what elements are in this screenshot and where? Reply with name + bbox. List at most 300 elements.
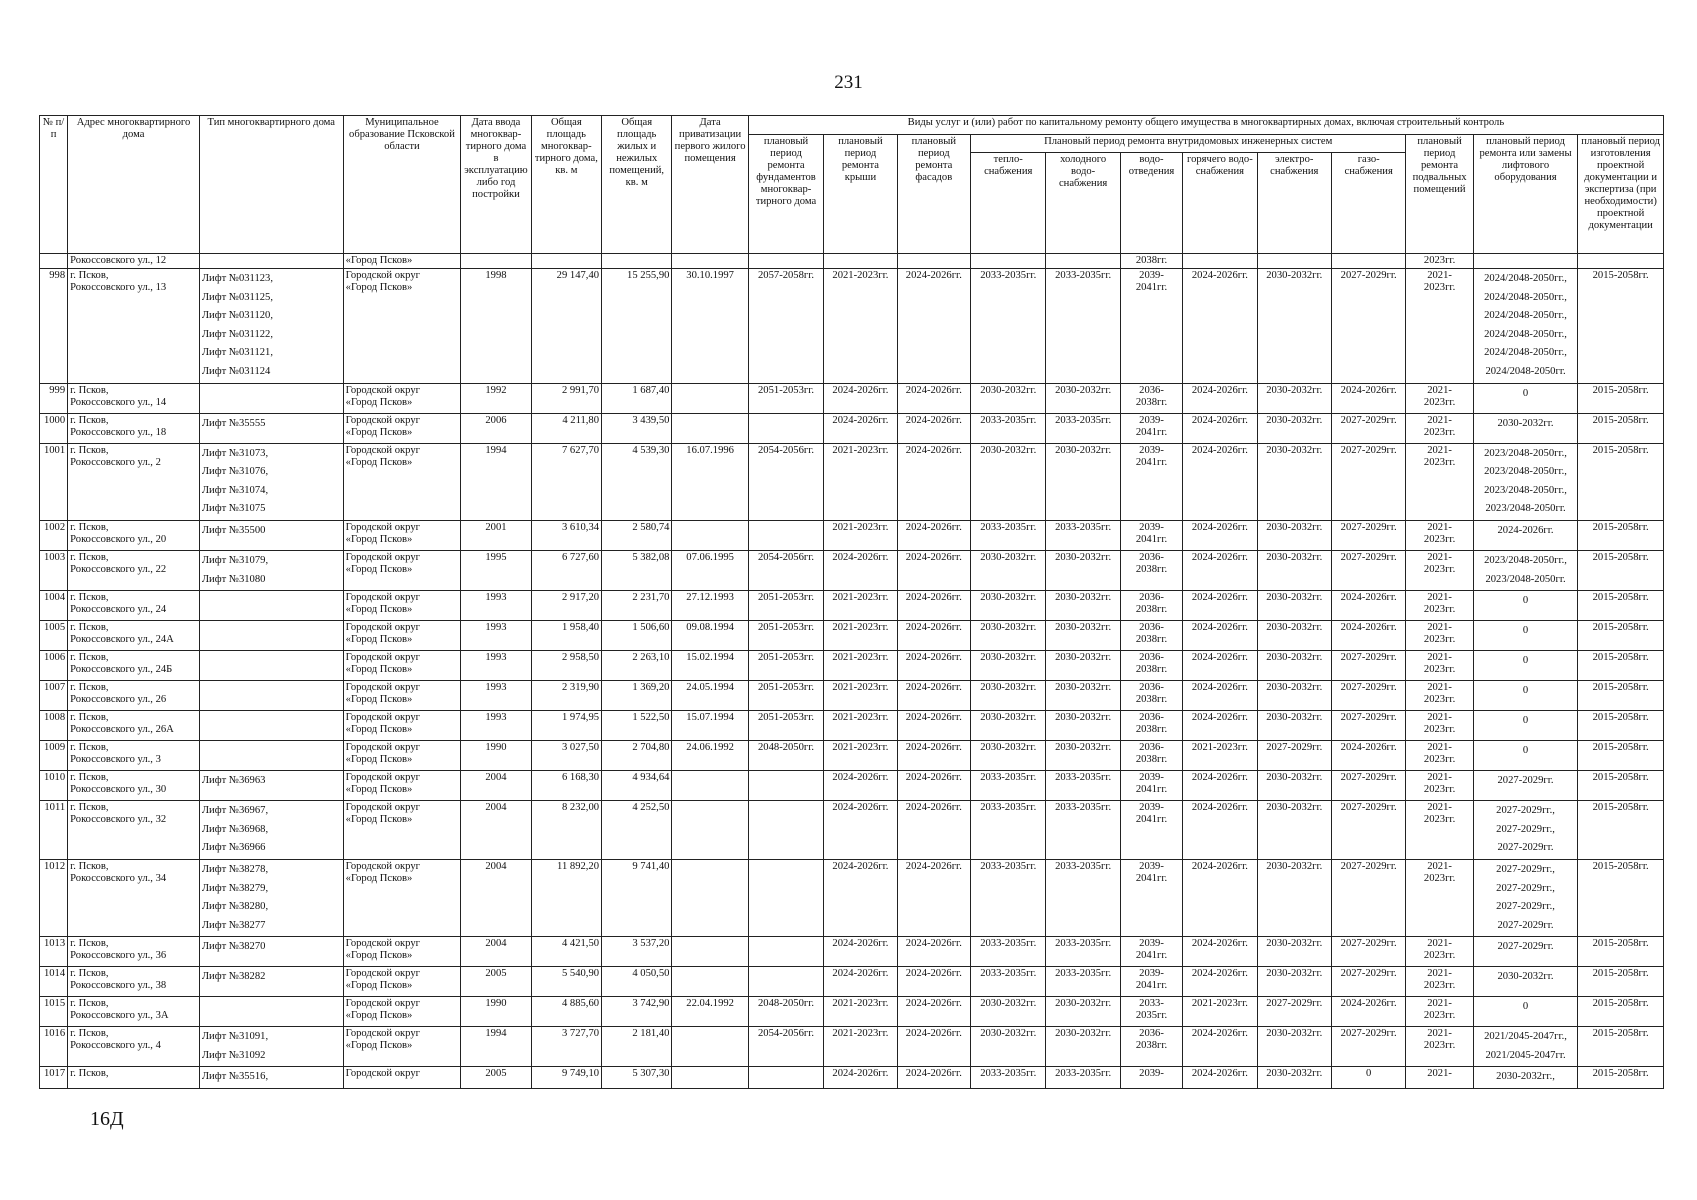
cell-lifts-item: Лифт №031120, [201, 310, 273, 322]
cell-lifts [199, 413, 343, 443]
cell-gas: 2027-2029гг. [1331, 1027, 1405, 1067]
cell-sewerage-line-1: 2036- [1139, 652, 1164, 664]
cell-municipality [343, 859, 461, 936]
table-row [40, 520, 1664, 550]
table-row [40, 591, 1664, 621]
cell-sewerage [1120, 997, 1182, 1027]
cell-roof: 2021-2023гг. [824, 1027, 897, 1067]
cell-elevator-item: 2027-2029гг., [1496, 901, 1555, 913]
cell-address-line-1: г. Псков, [70, 384, 109, 396]
cell-foundation: 2051-2053гг. [748, 711, 823, 741]
cell-address-line-2: Рокоссовского ул., 36 [70, 950, 167, 962]
cell-heating: 2033-2035гг. [971, 269, 1046, 384]
cell-commission-year: 1993 [461, 711, 531, 741]
cell-commission-year: 1992 [461, 383, 531, 413]
cell-basement-line-2: 2023гг. [1423, 664, 1456, 676]
cell-municipality [343, 771, 461, 801]
cell-sewerage [1120, 741, 1182, 771]
cell-basement-line-1: 2021- [1427, 1028, 1452, 1040]
header-num: № п/п [40, 116, 68, 254]
cell-heating: 2030-2032гг. [971, 443, 1046, 520]
cell-gas: 2027-2029гг. [1331, 859, 1405, 936]
cell-elevator [1473, 997, 1578, 1027]
cell-electricity: 2030-2032гг. [1257, 269, 1331, 384]
table-row [40, 269, 1664, 384]
cell-total-area: 2 319,90 [531, 681, 601, 711]
cell-elevator-item: 2023/2048-2050гг. [1485, 503, 1566, 515]
cell-foundation: 2051-2053гг. [748, 681, 823, 711]
cell-design: 2015-2058гг. [1578, 859, 1664, 936]
cell-commission-year: 2004 [461, 937, 531, 967]
cell-gas: 2027-2029гг. [1331, 520, 1405, 550]
cell-basement [1406, 741, 1473, 771]
cell-foundation: 2054-2056гг. [748, 443, 823, 520]
header-address: Адрес многоквартирного дома [68, 116, 200, 254]
cell-sewerage [1120, 1027, 1182, 1067]
cell-elevator-item: 2024/2048-2050гг., [1484, 328, 1567, 340]
cell-address-line-1: г. Псков, [70, 712, 109, 724]
cell-sewerage-line-2: 2038гг. [1135, 694, 1168, 706]
cell-address-line-2: Рокоссовского ул., 22 [70, 563, 167, 575]
header-design: плановый период изготовления проектной документации и экспертиза (при необходимости) проектной документации [1578, 135, 1664, 254]
header-commission-date: Дата ввода многоквар-тирного дома в эксплуатацию либо год постройки [461, 116, 531, 254]
cell-lifts-item: Лифт №31075 [201, 503, 266, 515]
header-works-group: Виды услуг и (или) работ по капитальному ремонту общего имущества в многоквартирных домах, включая строительный контроль [748, 116, 1663, 135]
cell-facade: 2024-2026гг. [897, 997, 970, 1027]
cell-gas: 2027-2029гг. [1331, 269, 1405, 384]
cell-heating: 2033-2035гг. [971, 413, 1046, 443]
cell-municipality-line-2: «Город Псков» [345, 456, 413, 468]
cell-roof: 2024-2026гг. [824, 801, 897, 860]
cell-municipality-line-1: Городской округ [345, 772, 420, 784]
cell-num: 1007 [40, 681, 68, 711]
cell-basement-line-1: 2021- [1427, 592, 1452, 604]
cell-gas: 2027-2029гг. [1331, 443, 1405, 520]
cell-sewerage-line-1: 2039- [1139, 521, 1164, 533]
cell-electricity: 2030-2032гг. [1257, 711, 1331, 741]
cell-foundation: 2051-2053гг. [748, 591, 823, 621]
cell-address-line-1: г. Псков, [70, 652, 109, 664]
cell-facade: 2024-2026гг. [897, 1067, 970, 1089]
cell-total-area: 3 027,50 [531, 741, 601, 771]
cell-municipality-line-2: «Город Псков» [345, 426, 413, 438]
cell-total-area: 4 211,80 [531, 413, 601, 443]
cell-hot-water: 2024-2026гг. [1183, 383, 1257, 413]
cell-elevator-item: 2023/2048-2050гг., [1484, 447, 1567, 459]
cell-heating: 2033-2035гг. [971, 1067, 1046, 1089]
cell-total-area: 3 610,34 [531, 520, 601, 550]
cell-municipality [343, 967, 461, 997]
header-sewerage: водо-отведения [1120, 153, 1182, 254]
cell-num: 1010 [40, 771, 68, 801]
cell-total-area: 5 540,90 [531, 967, 601, 997]
cell-num: 1015 [40, 997, 68, 1027]
cell-hot-water: 2024-2026гг. [1183, 550, 1257, 590]
cell-design: 2015-2058гг. [1578, 651, 1664, 681]
cell-lifts [199, 771, 343, 801]
cell-living-area: 3 537,20 [602, 937, 672, 967]
cell-elevator-item: 2024-2026гг. [1497, 524, 1554, 536]
table-row [40, 967, 1664, 997]
table-row [40, 621, 1664, 651]
cell-elevator [1473, 859, 1578, 936]
cell-num: 1011 [40, 801, 68, 860]
cell-elevator [1473, 741, 1578, 771]
cell-address-line-2: Рокоссовского ул., 38 [70, 980, 167, 992]
cell-roof: 2021-2023гг. [824, 520, 897, 550]
cell-municipality [343, 591, 461, 621]
cell-address [68, 383, 200, 413]
cell-roof: 2021-2023гг. [824, 269, 897, 384]
table-row [40, 1027, 1664, 1067]
cell-living-area: 4 252,50 [602, 801, 672, 860]
cell-privatization-date: 24.06.1992 [672, 741, 748, 771]
cell-electricity: 2030-2032гг. [1257, 1027, 1331, 1067]
cell-sewerage-line-1: 2039- [1139, 414, 1164, 426]
header-elevator: плановый период ремонта или замены лифтового оборудования [1473, 135, 1578, 254]
cell-elevator [1473, 801, 1578, 860]
cell-lifts-item: Лифт №38278, [201, 863, 269, 875]
cell-sewerage-line-2: 2038гг. [1135, 724, 1168, 736]
cell-lifts-item: Лифт №38279, [201, 882, 269, 894]
cell-address-line-2: Рокоссовского ул., 3 [70, 754, 161, 766]
cell-sewerage-line-1: 2039- [1139, 1068, 1164, 1080]
cell-electricity: 2030-2032гг. [1257, 383, 1331, 413]
cell-municipality-line-2: «Город Псков» [345, 282, 413, 293]
cell-address [68, 771, 200, 801]
cell-address [68, 741, 200, 771]
cell-hot-water: 2024-2026гг. [1183, 591, 1257, 621]
cell-sewerage [1120, 967, 1182, 997]
cell-heating: 2033-2035гг. [971, 771, 1046, 801]
cell-commission-year: 1993 [461, 651, 531, 681]
cell-basement [1406, 859, 1473, 936]
cell-elevator [1473, 1027, 1578, 1067]
cell-sewerage-line-2: 2041гг. [1135, 426, 1168, 438]
table-row [40, 550, 1664, 590]
cell-sewerage [1120, 550, 1182, 590]
cell-sewerage: 2038гг. [1120, 254, 1182, 269]
cell-lifts-item: Лифт №31074, [201, 484, 269, 496]
cell-commission-year: 1990 [461, 997, 531, 1027]
cell-living-area: 4 934,64 [602, 771, 672, 801]
cell-design: 2015-2058гг. [1578, 383, 1664, 413]
cell-facade: 2024-2026гг. [897, 937, 970, 967]
cell-hot-water: 2021-2023гг. [1183, 997, 1257, 1027]
cell-foundation [748, 967, 823, 997]
cell-basement [1406, 771, 1473, 801]
cell-foundation [748, 520, 823, 550]
cell-municipality [343, 997, 461, 1027]
cell-hot-water: 2024-2026гг. [1183, 967, 1257, 997]
cell-elevator-item: 2027-2029гг. [1497, 775, 1554, 787]
cell-basement [1406, 520, 1473, 550]
cell-electricity: 2027-2029гг. [1257, 741, 1331, 771]
cell-roof: 2021-2023гг. [824, 651, 897, 681]
cell-hot-water: 2021-2023гг. [1183, 741, 1257, 771]
cell-sewerage-line-2: 2041гг. [1135, 980, 1168, 992]
cell-municipality [343, 443, 461, 520]
cell-municipality-line-1: Городской округ [345, 1028, 420, 1040]
cell-address [68, 443, 200, 520]
cell-address [68, 591, 200, 621]
cell-facade: 2024-2026гг. [897, 681, 970, 711]
cell-foundation: 2051-2053гг. [748, 383, 823, 413]
cell-hot-water: 2024-2026гг. [1183, 801, 1257, 860]
cell-elevator [1473, 591, 1578, 621]
cell-address-line-2: Рокоссовского ул., 4 [70, 1040, 161, 1052]
cell-municipality [343, 801, 461, 860]
cell-basement-line-2: 2023гг. [1423, 784, 1456, 796]
cell-facade: 2024-2026гг. [897, 741, 970, 771]
cell-address [68, 681, 200, 711]
cell-design: 2015-2058гг. [1578, 443, 1664, 520]
cell-sewerage [1120, 1067, 1182, 1089]
cell-commission-year: 1990 [461, 741, 531, 771]
cell-heating: 2030-2032гг. [971, 651, 1046, 681]
cell-roof: 2021-2023гг. [824, 621, 897, 651]
cell-design: 2015-2058гг. [1578, 550, 1664, 590]
cell-electricity: 2030-2032гг. [1257, 621, 1331, 651]
cell-lifts-item: Лифт №35555 [201, 417, 266, 429]
cell-address-line-2: Рокоссовского ул., 24Б [70, 664, 173, 676]
cell-basement-line-2: 2023гг. [1423, 282, 1456, 293]
cell-elevator-item: 0 [1522, 745, 1529, 757]
cell-foundation: 2054-2056гг. [748, 1027, 823, 1067]
cell-basement [1406, 967, 1473, 997]
cell-sewerage [1120, 651, 1182, 681]
cell-elevator-item: 2030-2032гг., [1496, 1071, 1555, 1083]
capital-repair-table-container [39, 115, 1664, 1102]
cell-sewerage-line-1: 2039- [1139, 802, 1164, 814]
cell-roof: 2021-2023гг. [824, 681, 897, 711]
cell-basement-line-2: 2023гг. [1423, 950, 1456, 962]
cell-roof: 2024-2026гг. [824, 383, 897, 413]
cell-elevator [1473, 443, 1578, 520]
cell-address-line-2: Рокоссовского ул., 34 [70, 872, 167, 884]
cell-elevator-item: 2027-2029гг., [1496, 882, 1555, 894]
cell-municipality-line-1: Городской округ [345, 968, 420, 980]
cell-lifts [199, 937, 343, 967]
cell-basement-line-1: 2021- [1427, 384, 1452, 396]
cell-total-area: 1 958,40 [531, 621, 601, 651]
cell-design: 2015-2058гг. [1578, 681, 1664, 711]
cell-elevator [1473, 550, 1578, 590]
table-row [40, 711, 1664, 741]
table-row [40, 651, 1664, 681]
cell-gas: 2024-2026гг. [1331, 741, 1405, 771]
cell-elevator [1473, 711, 1578, 741]
cell-cold-water: 2033-2035гг. [1046, 520, 1120, 550]
cell-facade: 2024-2026гг. [897, 859, 970, 936]
cell-total-area: 9 749,10 [531, 1067, 601, 1089]
cell-sewerage-line-1: 2036- [1139, 742, 1164, 754]
cell-elevator-item: 2024/2048-2050гг., [1484, 310, 1567, 322]
cell-commission-year: 2004 [461, 771, 531, 801]
cell-basement-line-2: 2023гг. [1423, 694, 1456, 706]
table-row [40, 801, 1664, 860]
cell-basement-line-1: 2021- [1427, 652, 1452, 664]
cell-basement [1406, 681, 1473, 711]
table-row [40, 1067, 1664, 1089]
cell-sewerage-line-2: 2041гг. [1135, 533, 1168, 545]
cell-basement [1406, 591, 1473, 621]
cell-elevator [1473, 681, 1578, 711]
cell-lifts [199, 711, 343, 741]
cell-gas: 2024-2026гг. [1331, 997, 1405, 1027]
cell-living-area: 2 263,10 [602, 651, 672, 681]
cell-lifts [199, 591, 343, 621]
cell-gas: 2024-2026гг. [1331, 591, 1405, 621]
cell-facade: 2024-2026гг. [897, 801, 970, 860]
cell-gas: 2024-2026гг. [1331, 383, 1405, 413]
cell-sewerage [1120, 681, 1182, 711]
cell-address-line-1: г. Псков, [70, 802, 109, 814]
cell-cold-water: 2030-2032гг. [1046, 383, 1120, 413]
cell-elevator-item: 0 [1522, 1001, 1529, 1013]
cell-electricity: 2030-2032гг. [1257, 681, 1331, 711]
cell-design: 2015-2058гг. [1578, 520, 1664, 550]
cell-hot-water: 2024-2026гг. [1183, 651, 1257, 681]
cell-sewerage [1120, 621, 1182, 651]
cell-elevator-item: 2021/2045-2047гг., [1484, 1031, 1567, 1043]
cell-municipality-line-2: «Город Псков» [345, 980, 413, 992]
cell-living-area: 9 741,40 [602, 859, 672, 936]
cell-address [68, 937, 200, 967]
cell-gas: 0 [1331, 1067, 1405, 1089]
table-row [40, 383, 1664, 413]
cell-elevator-item: 2024/2048-2050гг. [1485, 365, 1566, 377]
cell-basement-line-1: 2021- [1427, 998, 1452, 1010]
cell-address-line-1: г. Псков, [70, 622, 109, 634]
cell-lifts-item: Лифт №36968, [201, 823, 269, 835]
cell-cold-water: 2033-2035гг. [1046, 269, 1120, 384]
cell-address [68, 413, 200, 443]
cell-address-line-2: Рокоссовского ул., 3А [70, 1010, 169, 1022]
cell-total-area: 6 168,30 [531, 771, 601, 801]
cell-electricity: 2030-2032гг. [1257, 967, 1331, 997]
cell-municipality [343, 1067, 461, 1089]
cell-gas: 2027-2029гг. [1331, 801, 1405, 860]
cell-elevator-item: 2023/2048-2050гг., [1484, 484, 1567, 496]
cell-municipality-line-2: «Город Псков» [345, 754, 413, 766]
cell-municipality-line-1: Городской округ [345, 521, 420, 533]
cell-privatization-date: 15.07.1994 [672, 711, 748, 741]
cell-gas: 2027-2029гг. [1331, 413, 1405, 443]
cell-gas: 2027-2029гг. [1331, 771, 1405, 801]
cell-living-area: 15 255,90 [602, 269, 672, 384]
cell-basement [1406, 413, 1473, 443]
table-row [40, 413, 1664, 443]
cell-gas: 2027-2029гг. [1331, 550, 1405, 590]
cell-privatization-date [672, 771, 748, 801]
cell-elevator-item: 0 [1522, 715, 1529, 727]
cell-total-area: 4 885,60 [531, 997, 601, 1027]
cell-lifts-item: Лифт №31076, [201, 466, 269, 478]
cell-address [68, 711, 200, 741]
cell-living-area: 2 231,70 [602, 591, 672, 621]
cell-lifts [199, 967, 343, 997]
cell-basement-line-1: 2021- [1427, 772, 1452, 784]
cell-gas: 2027-2029гг. [1331, 711, 1405, 741]
cell-municipality-line-1: Городской округ [345, 1068, 420, 1080]
cell-facade: 2024-2026гг. [897, 651, 970, 681]
cell-lifts [199, 520, 343, 550]
cell-electricity: 2030-2032гг. [1257, 1067, 1331, 1089]
cell-municipality [343, 383, 461, 413]
cell-address [68, 967, 200, 997]
cell-privatization-date [672, 1027, 748, 1067]
cell-address-line-1: г. Псков, [70, 1068, 109, 1080]
cell-address [68, 1067, 200, 1089]
cell-design: 2015-2058гг. [1578, 997, 1664, 1027]
cell-foundation: 2051-2053гг. [748, 651, 823, 681]
cell-roof: 2021-2023гг. [824, 711, 897, 741]
cell-address-line-2: Рокоссовского ул., 14 [70, 396, 167, 408]
cell-total-area: 4 421,50 [531, 937, 601, 967]
cell-living-area: 2 181,40 [602, 1027, 672, 1067]
cell-total-area: 7 627,70 [531, 443, 601, 520]
cell-privatization-date [672, 801, 748, 860]
cell-municipality-line-1: Городской округ [345, 682, 420, 694]
cell-municipality-line-2: «Город Псков» [345, 563, 413, 575]
table-row [40, 741, 1664, 771]
cell-facade: 2024-2026гг. [897, 383, 970, 413]
cell-living-area: 1 687,40 [602, 383, 672, 413]
cell-foundation [748, 801, 823, 860]
cell-lifts-item: Лифт №31079, [201, 554, 269, 566]
cell-basement [1406, 937, 1473, 967]
cell-hot-water: 2024-2026гг. [1183, 1027, 1257, 1067]
cell-commission-year: 2004 [461, 801, 531, 860]
cell-living-area: 1 522,50 [602, 711, 672, 741]
cell-municipality [343, 413, 461, 443]
header-foundation: плановый период ремонта фундаментов многоквар-тирного дома [748, 135, 823, 254]
cell-address [68, 550, 200, 590]
cell-total-area: 3 727,70 [531, 1027, 601, 1067]
cell-elevator-item: 0 [1522, 655, 1529, 667]
cell-foundation: 2048-2050гг. [748, 741, 823, 771]
header-type: Тип многоквартирного дома [199, 116, 343, 254]
cell-hot-water: 2024-2026гг. [1183, 443, 1257, 520]
cell-facade: 2024-2026гг. [897, 413, 970, 443]
cell-basement-line-2: 2023гг. [1423, 754, 1456, 766]
cell-gas: 2027-2029гг. [1331, 967, 1405, 997]
cell-sewerage-line-1: 2039- [1139, 772, 1164, 784]
cell-sewerage-line-2: 2038гг. [1135, 563, 1168, 575]
cell-foundation [748, 771, 823, 801]
page-number: 231 [834, 72, 863, 93]
cell-sewerage-line-1: 2039- [1139, 860, 1164, 872]
cell-sewerage-line-1: 2036- [1139, 1028, 1164, 1040]
cell-electricity: 2027-2029гг. [1257, 997, 1331, 1027]
cell-basement-line-1: 2021- [1427, 444, 1452, 456]
cell-elevator-item: 2023/2048-2050гг., [1484, 466, 1567, 478]
cell-facade: 2024-2026гг. [897, 550, 970, 590]
cell-commission-year: 1993 [461, 621, 531, 651]
cell-design: 2015-2058гг. [1578, 711, 1664, 741]
cell-design: 2015-2058гг. [1578, 269, 1664, 384]
cell-heating: 2030-2032гг. [971, 681, 1046, 711]
cell-num: 1009 [40, 741, 68, 771]
cell-privatization-date [672, 413, 748, 443]
cell-elevator-item: 2027-2029гг., [1496, 863, 1555, 875]
cell-total-area: 1 974,95 [531, 711, 601, 741]
cell-municipality-line-1: Городской округ [345, 592, 420, 604]
cell-municipality-line-1: Городской округ [345, 551, 420, 563]
cell-num: 1008 [40, 711, 68, 741]
cell-lifts-item: Лифт №35500 [201, 524, 266, 536]
